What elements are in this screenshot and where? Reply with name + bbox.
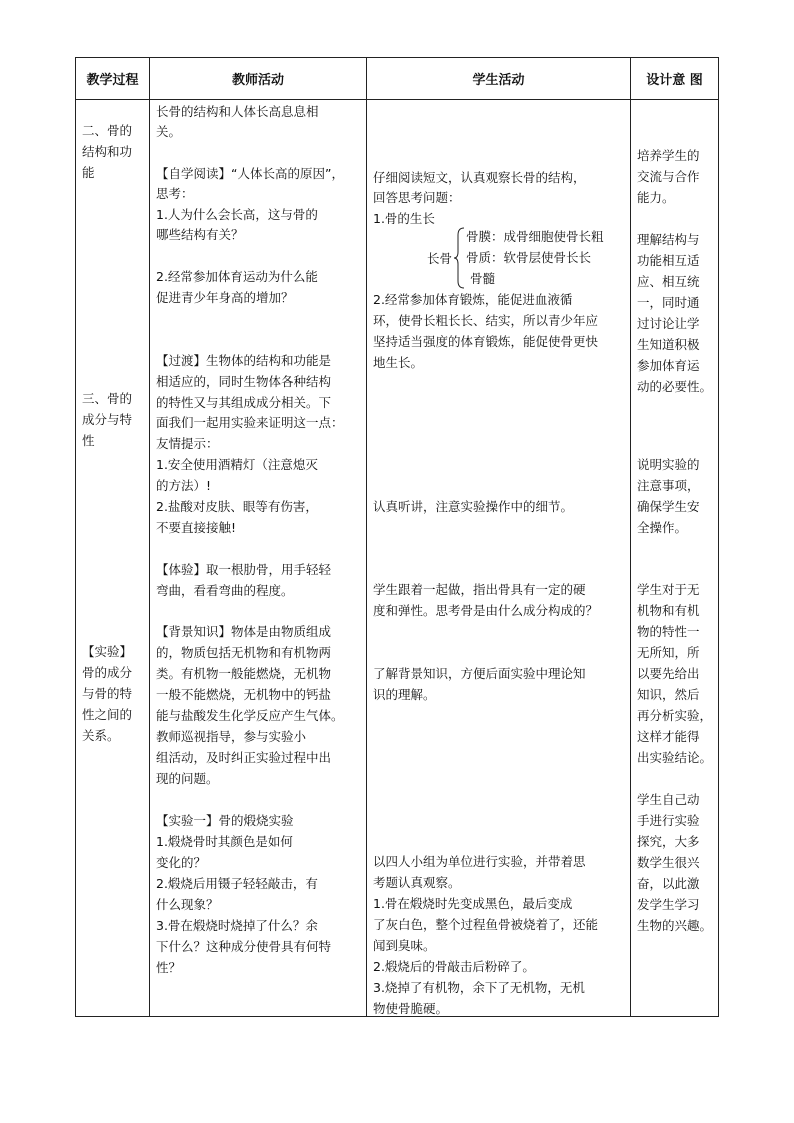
student-result: 1.骨在煅烧时先变成黑色，最后变成 xyxy=(373,896,573,911)
design-line: 以要先给出 xyxy=(637,666,700,681)
process-line: 成分与特 xyxy=(82,412,133,427)
teacher-transition: 【过渡】生物体的结构和功能是 xyxy=(156,353,332,368)
teacher-background: 能与盐酸发生化学反应产生气体。 xyxy=(156,708,344,723)
design-line: 全操作。 xyxy=(637,520,688,535)
student-read: 仔细阅读短文，认真观察长骨的结构， xyxy=(373,170,586,185)
student-follow: 度和弹性。思考骨是由什么成分构成的？ xyxy=(373,603,599,618)
process-line: 结构和功 xyxy=(82,144,133,159)
teacher-exp1-title: 【实验一】骨的煅烧实验 xyxy=(156,813,294,828)
bone-part: 骨质：软骨层使骨长长 xyxy=(466,250,592,265)
design-line: 手进行实验 xyxy=(637,813,700,828)
design-line: 注意事项， xyxy=(637,478,700,493)
teacher-exp-question: 1.煅烧骨时其颜色是如何 xyxy=(156,834,293,849)
student-understand: 识的理解。 xyxy=(373,687,436,702)
design-line: 一，同时通 xyxy=(637,295,700,310)
teacher-background: 【背景知识】物体是由物质组成 xyxy=(156,624,332,639)
design-line: 无所知，所 xyxy=(637,645,700,660)
design-line: 说明实验的 xyxy=(637,457,700,472)
process-line: 能 xyxy=(82,165,95,180)
student-answer: 环，使骨长粗长长、结实，所以青少年应 xyxy=(373,313,599,328)
student-group: 以四人小组为单位进行实验，并带着思 xyxy=(373,854,586,869)
process-line: 二、骨的 xyxy=(82,123,133,138)
header-design: 设计意 图 xyxy=(631,58,719,100)
design-line: 出实验结论。 xyxy=(637,750,713,765)
teacher-experience: 弯曲，看看弯曲的程度。 xyxy=(156,583,294,598)
design-line: 能力。 xyxy=(637,190,675,205)
teacher-tip: 2.盐酸对皮肤、眼等有伤害， xyxy=(156,499,318,514)
teacher-intro: 关。 xyxy=(156,124,182,139)
design-line: 发学生学习 xyxy=(637,897,700,912)
design-line: 数学生很兴 xyxy=(637,855,700,870)
design-line: 培养学生的 xyxy=(637,148,700,163)
design-line: 知识，然后 xyxy=(637,687,700,702)
teacher-exp-question: 变化的？ xyxy=(156,855,207,870)
design-line: 探究，大多 xyxy=(637,834,700,849)
design-line: 确保学生安 xyxy=(637,499,700,514)
student-answer: 坚持适当强度的体育锻炼，能促使骨更快 xyxy=(373,334,599,349)
process-line: 【实验】 xyxy=(82,644,133,659)
teacher-question: 哪些结构有关？ xyxy=(156,227,244,242)
student-result: 了灰白色，整个过程鱼骨被烧着了，还能 xyxy=(373,917,599,932)
teacher-transition: 相适应的，同时生物体各种结构 xyxy=(156,374,332,389)
process-line: 性之间的 xyxy=(82,707,133,722)
process-line: 与骨的特 xyxy=(82,686,133,701)
design-line: 物的特性一 xyxy=(637,624,700,639)
design-line: 功能相互适 xyxy=(637,253,700,268)
teacher-exp-question: 性？ xyxy=(156,960,182,975)
teacher-cell xyxy=(150,100,367,1017)
teacher-question: 1.人为什么会长高，这与骨的 xyxy=(156,207,318,222)
student-cell xyxy=(367,100,631,1017)
teacher-reading: 思考： xyxy=(156,186,194,201)
student-result: 物使骨脆硬。 xyxy=(373,1001,449,1016)
teacher-guide: 现的问题。 xyxy=(156,771,219,786)
teacher-background: 类。有机物一般能燃烧，无机物 xyxy=(156,666,332,681)
teacher-exp-question: 2.煅烧后用镊子轻轻敲击，有 xyxy=(156,876,318,891)
content-row xyxy=(76,100,719,1017)
teacher-intro: 长骨的结构和人体长高息息相 xyxy=(156,104,319,119)
teacher-exp-question: 什么现象？ xyxy=(156,897,219,912)
bone-part: 骨膜：成骨细胞使骨长粗 xyxy=(466,229,604,244)
lesson-plan-table xyxy=(75,57,719,1017)
teacher-tip: 1.安全使用酒精灯（注意熄灭 xyxy=(156,457,318,472)
teacher-background: 的，物质包括无机物和有机物两 xyxy=(156,645,332,660)
header-row xyxy=(76,58,719,100)
student-understand: 了解背景知识，方便后面实验中理论知 xyxy=(373,666,586,681)
design-line: 参加体育运 xyxy=(637,358,700,373)
student-answer: 2.经常参加体育锻炼，能促进血液循 xyxy=(373,292,573,307)
header-teacher: 教师活动 xyxy=(150,58,367,100)
teacher-transition: 面我们一起用实验来证明这一点： xyxy=(156,415,344,430)
student-growth-title: 1.骨的生长 xyxy=(373,211,435,226)
process-line: 性 xyxy=(82,433,95,448)
teacher-question: 2.经常参加体育运动为什么能 xyxy=(156,269,318,284)
design-line: 学生自己动 xyxy=(637,792,700,807)
teacher-question: 促进青少年身高的增加？ xyxy=(156,290,294,305)
student-listen: 认真听讲，注意实验操作中的细节。 xyxy=(373,499,574,514)
design-line: 这样才能得 xyxy=(637,729,700,744)
design-line: 动的必要性。 xyxy=(637,379,713,394)
student-result: 闻到臭味。 xyxy=(373,938,436,953)
design-line: 过讨论让学 xyxy=(637,316,700,331)
teacher-transition: 的特性又与其组成成分相关。下 xyxy=(156,395,332,410)
design-line: 奋，以此激 xyxy=(637,876,700,891)
design-line: 再分析实验， xyxy=(637,708,713,723)
teacher-tip: 的方法）! xyxy=(156,478,212,493)
teacher-guide: 教师巡视指导，参与实验小 xyxy=(156,729,307,744)
student-group: 考题认真观察。 xyxy=(373,875,461,890)
teacher-exp-question: 3.骨在煅烧时烧掉了什么？余 xyxy=(156,918,318,933)
student-result: 3.烧掉了有机物，余下了无机物，无机 xyxy=(373,980,585,995)
teacher-tip: 不要直接接触! xyxy=(156,520,237,535)
teacher-guide: 组活动，及时纠正实验过程中出 xyxy=(156,750,332,765)
teacher-reading: 【自学阅读】“人体长高的原因”， xyxy=(156,166,344,181)
teacher-background: 一般不能燃烧，无机物中的钙盐 xyxy=(156,687,332,702)
design-line: 应、相互统 xyxy=(637,274,700,289)
student-read: 回答思考问题： xyxy=(373,190,461,205)
bone-label: 长骨 xyxy=(427,251,453,266)
design-cell xyxy=(631,100,719,1017)
header-process: 教学过程 xyxy=(76,58,150,100)
teacher-experience: 【体验】取一根肋骨，用手轻轻 xyxy=(156,562,332,577)
design-line: 机物和有机 xyxy=(637,603,700,618)
header-student: 学生活动 xyxy=(367,58,631,100)
design-line: 生物的兴趣。 xyxy=(637,918,713,933)
process-cell xyxy=(76,100,150,1017)
design-line: 生知道积极 xyxy=(637,337,700,352)
student-follow: 学生跟着一起做，指出骨具有一定的硬 xyxy=(373,582,586,597)
design-line: 交流与合作 xyxy=(637,169,700,184)
bone-part: 骨髓 xyxy=(470,271,496,286)
process-line: 关系。 xyxy=(82,728,120,743)
teacher-exp-question: 下什么？这种成分使骨具有何特 xyxy=(156,939,332,954)
design-line: 理解结构与 xyxy=(637,232,700,247)
teacher-tips-title: 友情提示： xyxy=(156,436,219,451)
brace-icon xyxy=(453,227,465,289)
student-answer: 地生长。 xyxy=(373,355,424,370)
process-line: 三、骨的 xyxy=(82,391,133,406)
student-result: 2.煅烧后的骨敲击后粉碎了。 xyxy=(373,959,535,974)
design-line: 学生对于无 xyxy=(637,582,700,597)
process-line: 骨的成分 xyxy=(82,665,133,680)
